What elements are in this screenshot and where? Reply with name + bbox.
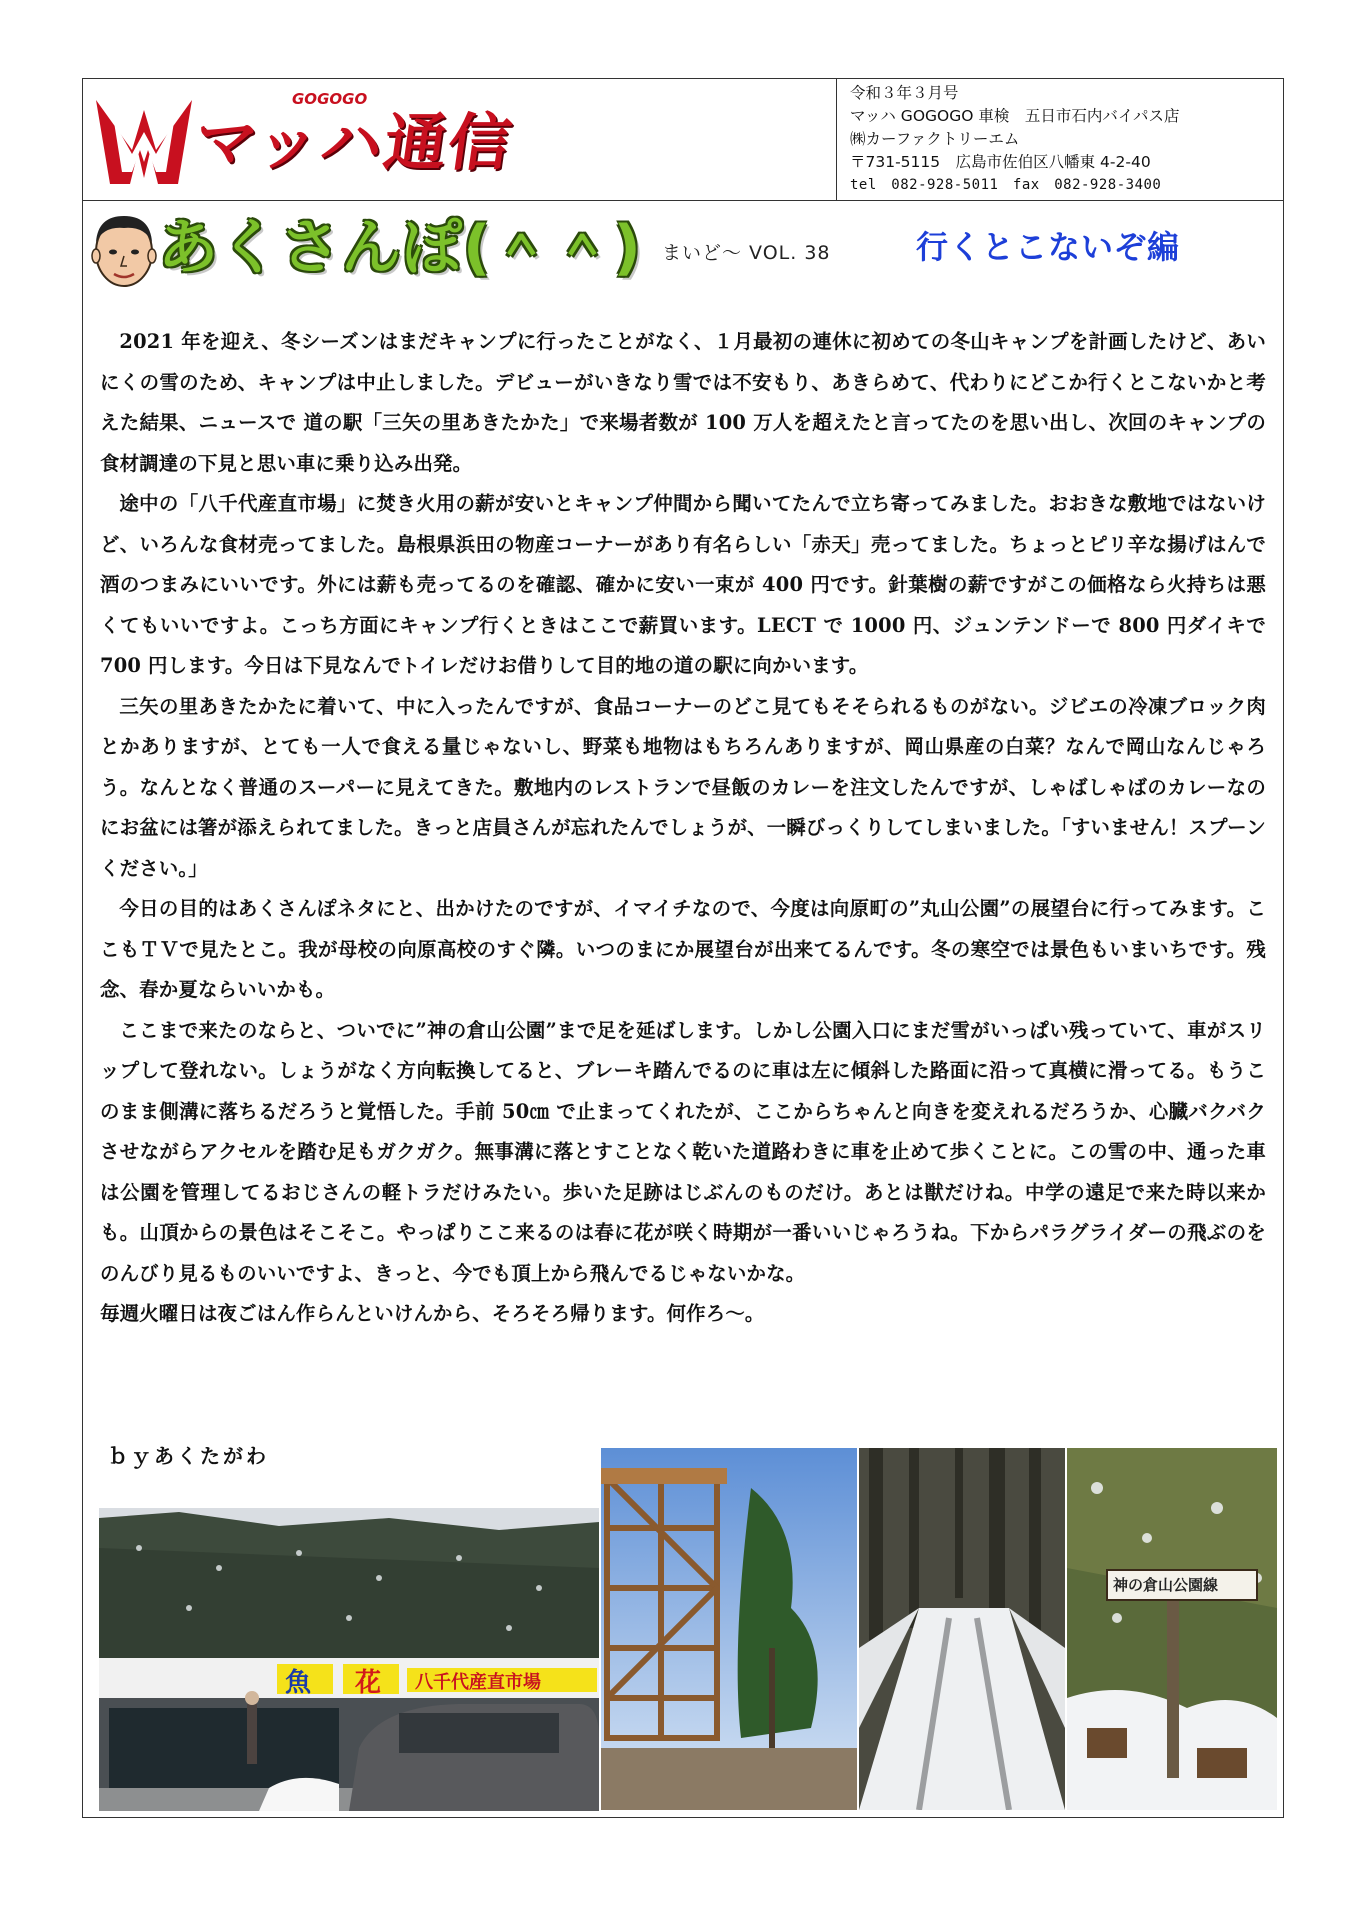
column-volume: まいど～ VOL. 38 <box>662 242 831 264</box>
author-signature: ｂｙあくたがわ <box>108 1444 269 1468</box>
column-subtitle: 行くとこないぞ編 <box>916 228 1181 266</box>
shop-name: マッハ GOGOGO 車検 五日市石内バイパス店 <box>850 107 1180 125</box>
company-phone: tel 082-928-5011 fax 082-928-3400 <box>850 177 1162 193</box>
header-vertical-divider <box>836 78 837 200</box>
paragraph: 毎週火曜日は夜ごはん作らんといけんから、そろそろ帰ります。何作ろ～。 <box>100 1302 765 1325</box>
issue-date: 令和３年３月号 <box>850 84 959 102</box>
paragraph: 三矢の里あきたかたに着いて、中に入ったんですが、食品コーナーのどこ見てもそそられるものがない。ジビエの冷凍ブロック肉とかありますが、とても一人で食える量じゃないし、野菜も地物はもちろんありますが、岡山県産の白菜？なんで岡山なんじゃろう。なんとなく普通のスーパーに見えてきた。敷地内のレストランで昼飯のカレーを注文したんですが、しゃばしゃばのカレーなのにお盆には箸が添えられてました。きっと店員さんが忘れたんでしょうが、一瞬びっくりしてしまいました。「すいません！スプーンください。」 <box>100 694 1266 880</box>
logo-gogo-text: GOGOGO <box>292 90 368 108</box>
paragraph: ここまで来たのならと、ついでに”神の倉山公園”まで足を延ばします。しかし公園入口にまだ雪がいっぱい残っていて、車がスリップして登れない。しょうがなく方向転換してると、ブレーキ踏んでるのに車は左に傾斜した路面に沿って真横に滑ってる。もうこのまま側溝に落ちるだろうと覚悟した。手前 50㎝ で止まってくれたが、ここからちゃんと向きを変えれるだろうか、心臓バクバクさせながらアクセルを踏む足もガクガク。無事溝に落とすことなく乾いた道路わきに車を止めて歩くことに。この雪の中、通った車は公園を管理してるおじさんの軽トラだけみたい。歩いた足跡はじぶんのものだけ。あとは獣だけね。中学の遠足で来た時以来かも。山頂からの景色はそこそこ。やっぱりここ来るのは春に花が咲く時期が一番いいじゃろうね。下からパラグライダーの飛ぶのをのんびり見るものいいですよ、きっと、今でも頂上から飛んでるじゃないかな。 <box>100 1018 1266 1285</box>
photo-snowy-road <box>859 1448 1065 1810</box>
photo-market <box>99 1508 599 1811</box>
header-divider <box>82 200 1284 201</box>
paragraph: 2021 年を迎え、冬シーズンはまだキャンプに行ったことがなく、１月最初の連休に初めての冬山キャンプを計画したけど、あいにくの雪のため、キャンプは中止しました。デビューがいきなり雪では不安もり、あきらめて、代わりにどこか行くとこないかと考えた結果、ニュースで 道の駅「三矢の里あきたかた」で来場者数が 100 万人を超えたと言ってたのを思い出し、次回のキャンプの食材調達の下見と思い車に乗り込み出発。 <box>100 330 1266 475</box>
company-info <box>850 82 1280 197</box>
photo-observation-tower <box>601 1448 857 1810</box>
market-sign-fish: 魚 <box>285 1668 312 1698</box>
author-avatar-icon <box>84 208 164 298</box>
market-sign-flower: 花 <box>355 1668 382 1698</box>
logo-title: マッハ通信 <box>189 106 518 179</box>
company-address: 〒731-5115 広島市佐伯区八幡東 4-2-40 <box>850 153 1151 171</box>
trail-sign-text: 神の倉山公園線 <box>1113 1576 1219 1594</box>
photo-park-sign <box>1067 1448 1277 1810</box>
company-name: ㈱カーファクトリーエム <box>850 130 1020 148</box>
market-sign-name: 八千代産直市場 <box>415 1672 541 1693</box>
paragraph: 途中の「八千代産直市場」に焚き火用の薪が安いとキャンプ仲間から聞いてたんで立ち寄ってみました。おおきな敷地ではないけど、いろんな食材売ってました。島根県浜田の物産コーナーがあり有名らしい「赤天」売ってました。ちょっとピリ辛な揚げはんで酒のつまみにいいです。外には薪も売ってるのを確認、確かに安い一束が 400 円です。針葉樹の薪ですがこの価格なら火持ちは悪くてもいいですよ。こっち方面にキャンプ行くときはここで薪買います。LECT で 1000 円、ジュンテンドーで 800 円ダイキで 700 円します。今日は下見なんでトイレだけお借りして目的地の道の駅に向かいます。 <box>100 492 1266 677</box>
paragraph: 今日の目的はあくさんぽネタにと、出かけたのですが、イマイチなので、今度は向原町の”丸山公園”の展望台に行ってみます。ここもＴＶで見たとこ。我が母校の向原高校のすぐ隣。いつのまにか展望台が出来てるんです。冬の寒空では景色もいまいちです。残念、春か夏ならいいかも。 <box>100 897 1266 1001</box>
article-body <box>100 322 1266 1335</box>
column-title: あくさんぽ(＾＾) <box>158 213 642 283</box>
